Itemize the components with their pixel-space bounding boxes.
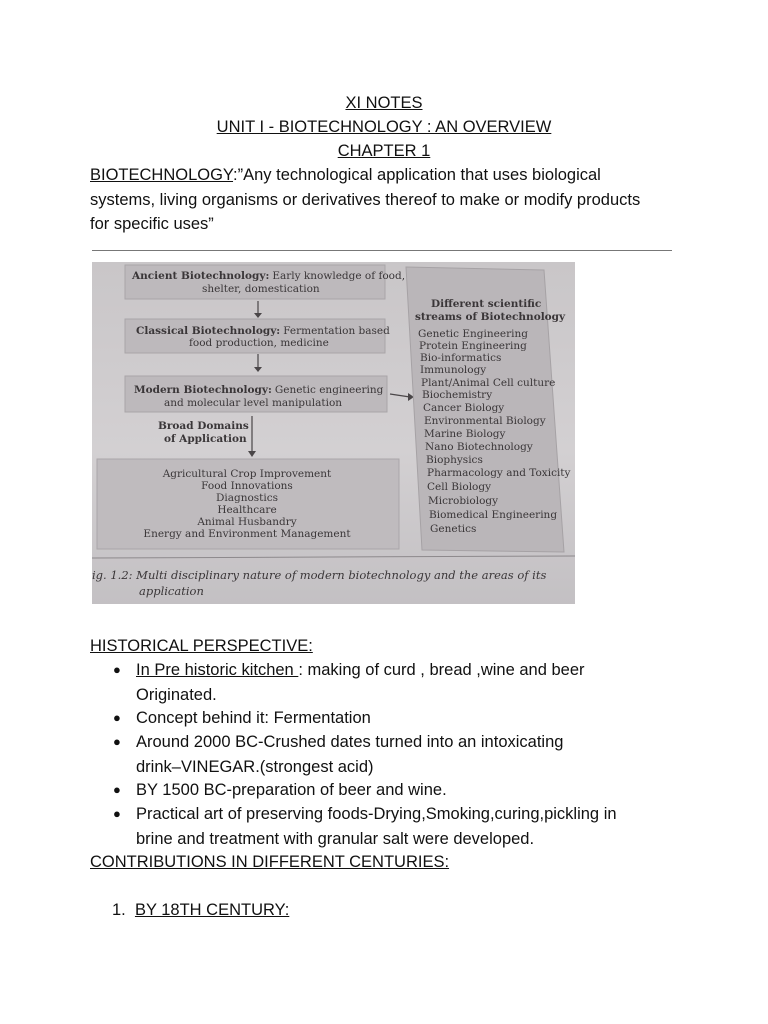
stream-item: Pharmacology and Toxicity: [427, 467, 571, 479]
streams-title-2: streams of Biotechnology: [415, 311, 566, 323]
stream-item: Biomedical Engineering: [429, 509, 558, 521]
bullet-text: BY 1500 BC-preparation of beer and wine.: [136, 781, 447, 799]
stream-item: Biochemistry: [422, 389, 493, 401]
ancient-line-2: shelter, domestication: [202, 283, 320, 295]
bullet-underlined: In Pre historic kitchen: [136, 661, 299, 679]
item-text: BY 18TH CENTURY:: [134, 901, 290, 919]
bullet-text: Concept behind it: Fermentation: [136, 709, 371, 727]
ancient-line-1: Ancient Biotechnology: Early knowledge of food,: [132, 270, 406, 282]
definition-text-1: :”Any technological application that uses biological: [233, 166, 601, 184]
stream-item: Environmental Biology: [424, 415, 546, 427]
numbered-item: [112, 898, 289, 923]
application-item: Healthcare: [217, 504, 277, 516]
stream-item: Biophysics: [426, 454, 483, 466]
application-item: Food Innovations: [201, 480, 293, 492]
bullet-text: Originated.: [136, 685, 217, 704]
figure-caption-1: ig. 1.2: Multi disciplinary nature of modern biotechnology and the areas of its: [92, 568, 547, 582]
list-item: [113, 706, 696, 731]
stream-item: Genetics: [430, 523, 477, 535]
stream-item: Immunology: [420, 364, 487, 376]
application-item: Energy and Environment Management: [143, 528, 351, 540]
stream-item: Nano Biotechnology: [425, 441, 533, 453]
modern-line-1: Modern Biotechnology: Genetic engineering: [134, 384, 384, 396]
bullet-icon: ●: [113, 662, 121, 677]
stream-item: Bio-informatics: [420, 352, 502, 364]
horizontal-rule: [92, 250, 672, 251]
modern-line-2: and molecular level manipulation: [164, 397, 343, 409]
application-item: Animal Husbandry: [197, 516, 297, 528]
figure-photo: [92, 262, 575, 604]
list-item: [113, 778, 696, 803]
bullet-text: Around 2000 BC-Crushed dates turned into an intoxicating: [136, 733, 564, 751]
list-item: [113, 802, 696, 851]
chapter-title: CHAPTER 1: [337, 142, 431, 160]
classical-line-2: food production, medicine: [189, 337, 329, 349]
stream-item: Microbiology: [428, 495, 499, 507]
unit-title: UNIT I - BIOTECHNOLOGY : AN OVERVIEW: [216, 118, 552, 136]
definition-term: BIOTECHNOLOGY: [90, 166, 234, 184]
streams-title-1: Different scientific: [431, 298, 542, 310]
stream-item: Genetic Engineering: [418, 328, 528, 340]
classical-line-1: Classical Biotechnology: Fermentation based: [136, 325, 390, 337]
stream-item: Cell Biology: [427, 481, 492, 493]
domains-label-1: Broad Domains: [158, 420, 249, 432]
bullet-icon: ●: [113, 710, 121, 725]
stream-item: Marine Biology: [424, 428, 506, 440]
list-item: [113, 658, 696, 707]
doc-title: XI NOTES: [345, 94, 423, 112]
definition-paragraph: [90, 163, 690, 237]
bullet-icon: ●: [113, 782, 121, 797]
bullet-icon: ●: [113, 806, 121, 821]
contributions-heading: CONTRIBUTIONS IN DIFFERENT CENTURIES:: [90, 853, 450, 871]
definition-text-2: systems, living organisms or derivatives thereof to make or modify products: [90, 190, 641, 209]
figure-caption-2: application: [139, 584, 204, 598]
definition-text-3: for specific uses”: [90, 215, 214, 233]
list-item: [113, 730, 696, 779]
bullet-text: : making of curd , bread ,wine and beer: [298, 661, 585, 679]
bullet-text: brine and treatment with granular salt were developed.: [136, 829, 535, 848]
stream-item: Protein Engineering: [419, 340, 527, 352]
domains-label-2: of Application: [164, 433, 247, 445]
bullet-text: drink–VINEGAR.(strongest acid): [136, 757, 374, 776]
application-item: Agricultural Crop Improvement: [162, 468, 332, 480]
stream-item: Plant/Animal Cell culture: [421, 377, 556, 389]
application-item: Diagnostics: [215, 492, 279, 504]
bullet-text: Practical art of preserving foods-Drying,Smoking,curing,pickling in: [136, 805, 617, 823]
figure-diagram: [92, 262, 575, 604]
stream-item: Cancer Biology: [423, 402, 505, 414]
bullet-icon: ●: [113, 734, 121, 749]
item-number: 1.: [112, 901, 126, 919]
historical-heading: HISTORICAL PERSPECTIVE:: [90, 637, 313, 655]
